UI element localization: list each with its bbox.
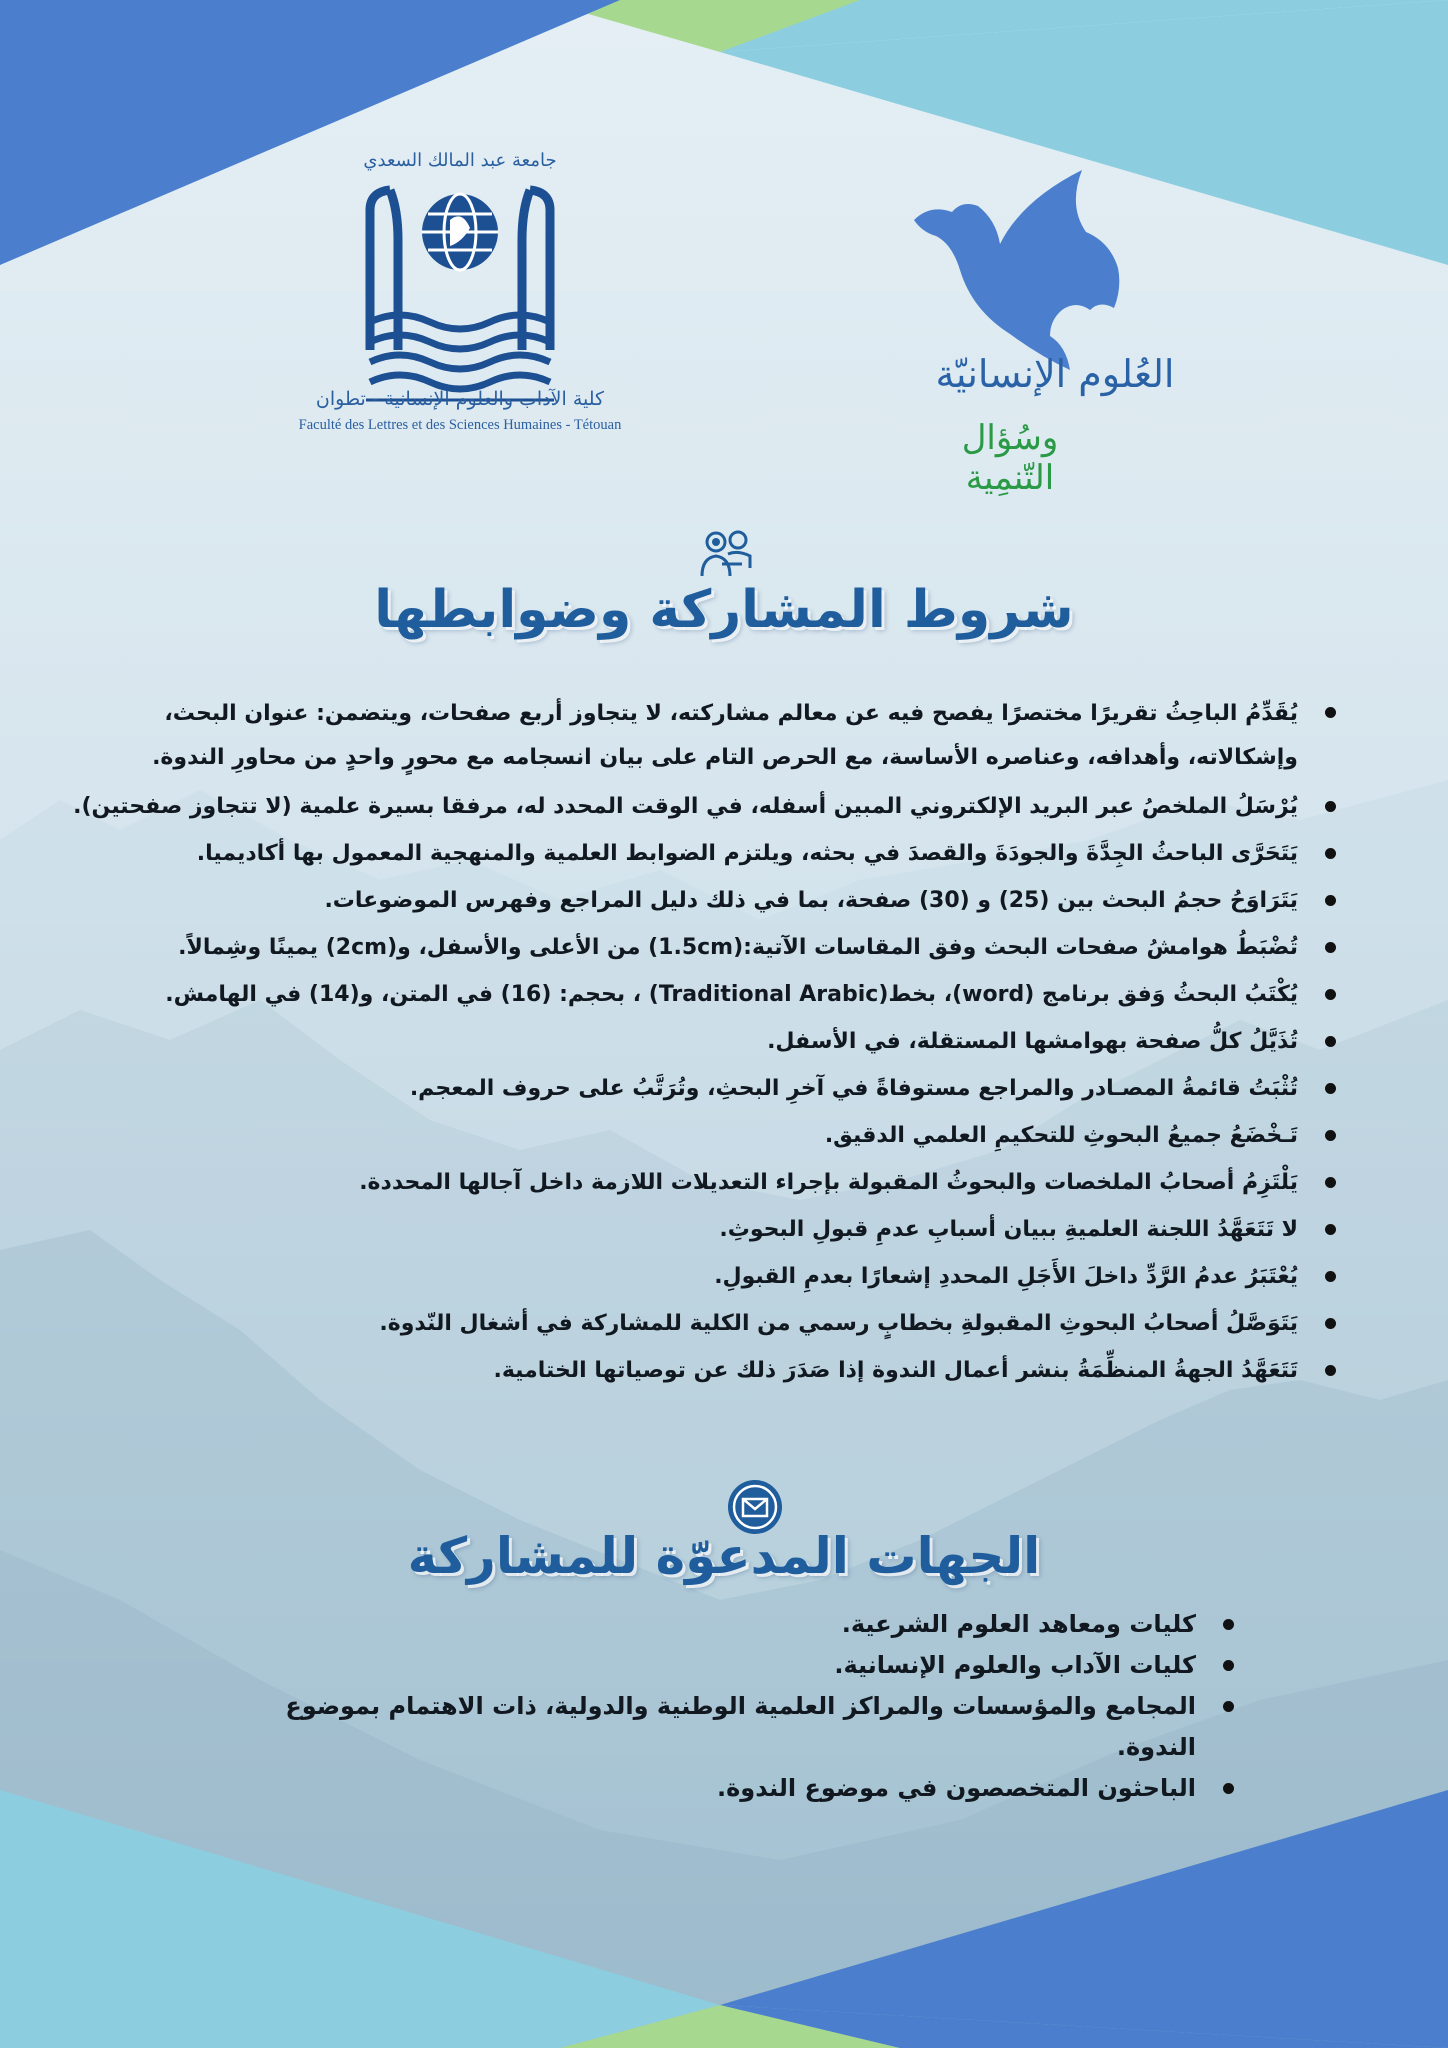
university-name: جامعة عبد المالك السعدي [363,150,557,171]
event-title-line1: العُلوم الإنسانيّة [935,352,1175,396]
list-item: يَلْتَزِمُ أصحابُ الملخصات والبحوثُ المقبولة بإجراء التعديلات اللازمة داخل آجالها المحددة. [48,1159,1338,1206]
list-item: كليات الآداب والعلوم الإنسانية. [236,1645,1236,1686]
list-item: الباحثون المتخصصون في موضوع الندوة. [236,1768,1236,1809]
list-item: المجامع والمؤسسات والمراكز العلمية الوطنية والدولية، ذات الاهتمام بموضوع الندوة. [236,1686,1236,1768]
list-item: يُقَدِّمُ الباحِثُ تقريرًا مختصرًا يفصح فيه عن معالم مشاركته، لا يتجاوز أربع صفحات، ويتضمن: عنوان البحث، وإشكالاته، وأهدافه، وعناصره الأساسة، مع الحرص التام على بيان انسجامه مع محورٍ واحدٍ من محاورِ الندوة. [48,690,1338,783]
conditions-title: شروط المشاركة وضوابطها [374,580,1074,640]
list-item: يَتَرَاوَحُ حجمُ البحث بين (25) و (30) صفحة، بما في ذلك دليل المراجع وفهرس الموضوعات. [48,877,1338,924]
list-item: تُذَيَّلُ كلُّ صفحة بهوامشها المستقلة، في الأسفل. [48,1018,1338,1065]
faculty-name-ar: كلية الآداب والعلوم الإنسانية - تطوان [315,388,605,410]
list-item: يُعْتَبَرُ عدمُ الرَّدِّ داخلَ الأَجَلِ المحددِ إشعارًا بعدمِ القبولِ. [48,1253,1338,1300]
list-item: تَـخْضَعُ جميعُ البحوثِ للتحكيمِ العلمي الدقيق. [48,1112,1338,1159]
list-item: تَتَعَهَّدُ الجهةُ المنظِّمَةُ بنشر أعمال الندوة إذا صَدَرَ ذلك عن توصياتها الختامية. [48,1347,1338,1394]
list-item: يُرْسَلُ الملخصُ عبر البريد الإلكتروني المبين أسفله، في الوقت المحدد له، مرفقا بسيرة علمية (لا تتجاوز صفحتين). [48,783,1338,830]
list-item: تُضْبَطُ هوامشُ صفحات البحث وفق المقاسات الآتية:(1.5cm) من الأعلى والأسفل، و(2cm) يمينًا وشِمالاً. [48,924,1338,971]
list-item: يُكْتَبُ البحثُ وَفق برنامج (word)، بخط(Traditional Arabic) ، بحجم: (16) في المتن، و(14) في الهامش. [48,971,1338,1018]
list-item: كليات ومعاهد العلوم الشرعية. [236,1604,1236,1645]
faculty-name-fr: Faculté des Lettres et des Sciences Humaines - Tétouan [298,417,622,433]
invited-list [236,1604,1236,1809]
list-item: يَتَوَصَّلُ أصحابُ البحوثِ المقبولةِ بخطابٍ رسمي من الكلية للمشاركة في أشغال النّدوة. [48,1300,1338,1347]
conditions-list [48,690,1338,1394]
researchers-icon [698,526,754,582]
list-item: تُثْبَتُ قائمةُ المصـادر والمراجع مستوفاةً في آخرِ البحثِ، وتُرَتَّبُ على حروف المعجم. [48,1065,1338,1112]
list-item: لا تَتَعَهَّدُ اللجنة العلميةِ ببيان أسبابِ عدمِ قبولِ البحوثِ. [48,1206,1338,1253]
list-item: يَتَحَرَّى الباحثُ الجِدَّةَ والجودَةَ والقصدَ في بحثه، ويلتزم الضوابط العلمية والمنهجية المعمول بها أكاديميا. [48,830,1338,877]
invited-title: الجهات المدعوّة للمشاركة [407,1527,1041,1585]
event-title-line2: وسُؤال التّنمِية [961,418,1059,498]
dove-icon [900,160,1160,460]
